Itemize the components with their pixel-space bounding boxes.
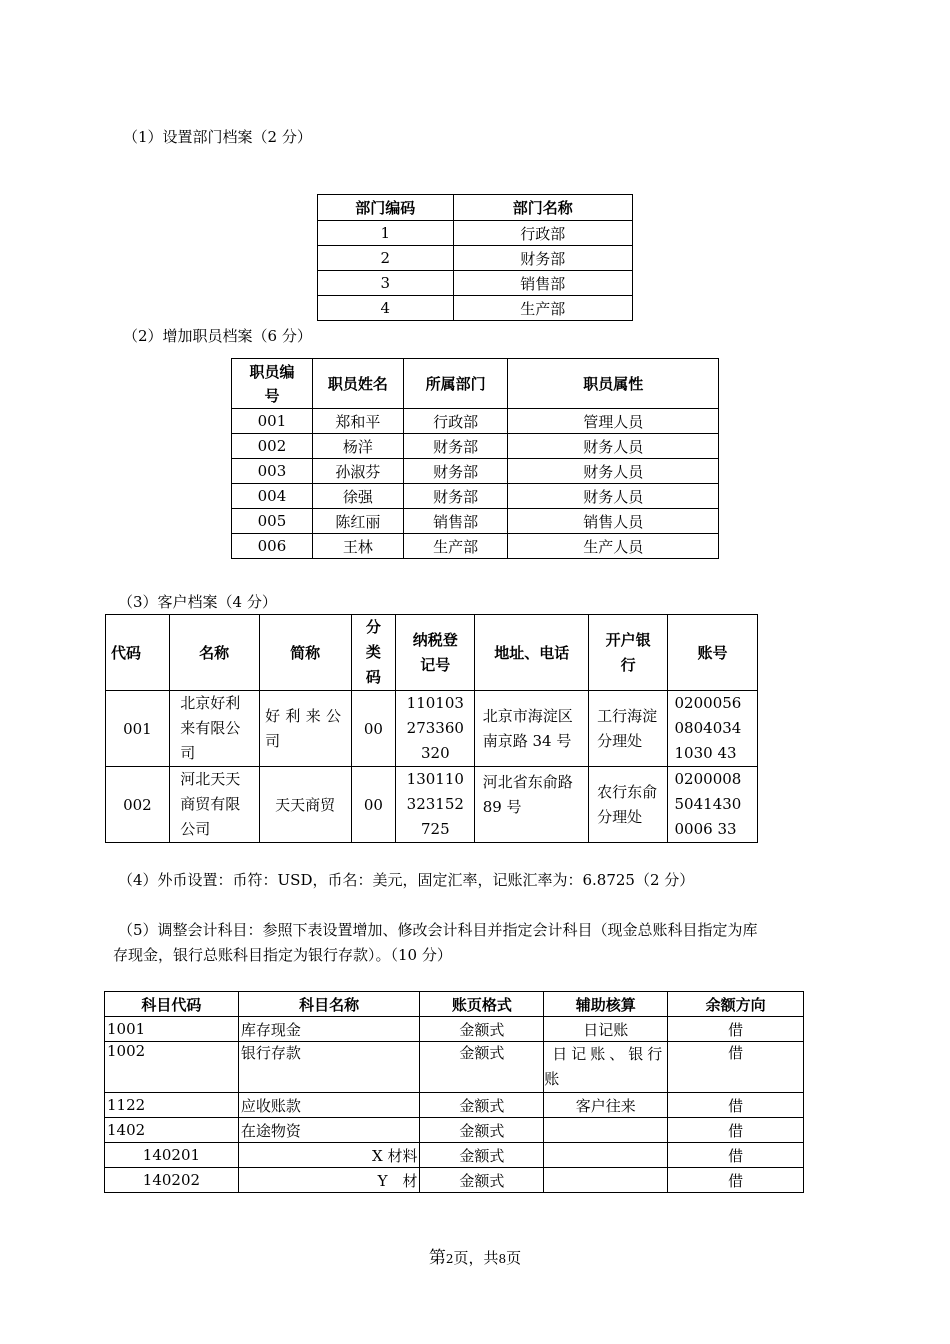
dept-header-name: 部门名称 bbox=[453, 195, 632, 221]
staff-cell: 财务人员 bbox=[508, 484, 719, 509]
account-cell: 140201 bbox=[105, 1143, 239, 1168]
staff-cell: 003 bbox=[232, 459, 313, 484]
account-cell: 金额式 bbox=[420, 1042, 544, 1093]
account-cell: 借 bbox=[668, 1118, 804, 1143]
staff-header-attr: 职员属性 bbox=[508, 359, 719, 409]
dept-cell: 行政部 bbox=[453, 221, 632, 246]
staff-table bbox=[231, 358, 719, 559]
dept-cell: 生产部 bbox=[453, 296, 632, 321]
customer-cell: 130110323152725 bbox=[396, 767, 475, 843]
account-cell: 1002 bbox=[105, 1042, 239, 1093]
footer-prefix: 第 bbox=[428, 1248, 446, 1268]
account-cell: X 材料 bbox=[238, 1143, 420, 1168]
customer-cell: 好利来公司 bbox=[259, 691, 351, 767]
dept-table bbox=[317, 194, 633, 321]
account-cell: 金额式 bbox=[420, 1168, 544, 1193]
account-cell bbox=[544, 1118, 668, 1143]
dept-cell: 1 bbox=[318, 221, 454, 246]
account-cell bbox=[544, 1168, 668, 1193]
customer-header-bank: 开户银行 bbox=[589, 615, 668, 691]
staff-cell: 郑和平 bbox=[312, 409, 403, 434]
account-cell: 借 bbox=[668, 1168, 804, 1193]
staff-cell: 004 bbox=[232, 484, 313, 509]
account-cell: 应收账款 bbox=[238, 1093, 420, 1118]
section-5-text-line1: （5）调整会计科目：参照下表设置增加、修改会计科目并指定会计科目（现金总账科目指定为库 bbox=[118, 921, 758, 939]
customer-header-account: 账号 bbox=[668, 615, 758, 691]
account-cell: 在途物资 bbox=[238, 1118, 420, 1143]
account-cell: 金额式 bbox=[420, 1093, 544, 1118]
customer-cell: 工行海淀分理处 bbox=[589, 691, 668, 767]
account-header-direction: 余额方向 bbox=[668, 992, 804, 1017]
staff-cell: 生产人员 bbox=[508, 534, 719, 559]
customer-header-address: 地址、电话 bbox=[475, 615, 589, 691]
staff-cell: 生产部 bbox=[403, 534, 508, 559]
staff-cell: 行政部 bbox=[403, 409, 508, 434]
customer-header-class: 分类码 bbox=[351, 615, 396, 691]
dept-cell: 4 bbox=[318, 296, 454, 321]
account-header-name: 科目名称 bbox=[238, 992, 420, 1017]
section-3-title: （3）客户档案（4 分） bbox=[118, 593, 277, 611]
account-table bbox=[104, 991, 804, 1193]
staff-cell: 财务部 bbox=[403, 484, 508, 509]
customer-cell: 北京好利来有限公司 bbox=[169, 691, 259, 767]
staff-cell: 销售部 bbox=[403, 509, 508, 534]
customer-cell: 020000850414300006 33 bbox=[668, 767, 758, 843]
staff-cell: 财务人员 bbox=[508, 459, 719, 484]
staff-header-id: 职员编号 bbox=[232, 359, 313, 409]
footer-page: 2 bbox=[445, 1252, 454, 1266]
customer-header-short: 简称 bbox=[259, 615, 351, 691]
staff-cell: 财务人员 bbox=[508, 434, 719, 459]
staff-cell: 005 bbox=[232, 509, 313, 534]
footer-total: 8 bbox=[498, 1252, 507, 1266]
account-cell: 库存现金 bbox=[238, 1017, 420, 1042]
customer-cell: 020005608040341030 43 bbox=[668, 691, 758, 767]
customer-cell: 农行东俞分理处 bbox=[589, 767, 668, 843]
customer-cell: 河北天天商贸有限公司 bbox=[169, 767, 259, 843]
footer-mid: 页，共 bbox=[453, 1249, 499, 1267]
customer-cell: 002 bbox=[106, 767, 170, 843]
account-header-code: 科目代码 bbox=[105, 992, 239, 1017]
staff-cell: 002 bbox=[232, 434, 313, 459]
dept-cell: 2 bbox=[318, 246, 454, 271]
account-cell: 金额式 bbox=[420, 1118, 544, 1143]
customer-cell: 00 bbox=[351, 767, 396, 843]
account-cell bbox=[544, 1143, 668, 1168]
staff-cell: 孙淑芬 bbox=[312, 459, 403, 484]
customer-cell: 001 bbox=[106, 691, 170, 767]
customer-cell: 00 bbox=[351, 691, 396, 767]
customer-header-name: 名称 bbox=[169, 615, 259, 691]
dept-cell: 3 bbox=[318, 271, 454, 296]
staff-cell: 徐强 bbox=[312, 484, 403, 509]
section-4-text: （4）外币设置：币符：USD，币名：美元，固定汇率，记账汇率为：6.8725（2 分） bbox=[118, 871, 695, 889]
account-header-format: 账页格式 bbox=[420, 992, 544, 1017]
staff-cell: 王林 bbox=[312, 534, 403, 559]
account-header-aux: 辅助核算 bbox=[544, 992, 668, 1017]
account-cell: 借 bbox=[668, 1042, 804, 1093]
account-cell: 日记账、银行账 bbox=[544, 1042, 668, 1093]
account-cell: 140202 bbox=[105, 1168, 239, 1193]
staff-cell: 财务部 bbox=[403, 434, 508, 459]
account-cell: 借 bbox=[668, 1143, 804, 1168]
account-cell: 日记账 bbox=[544, 1017, 668, 1042]
page-footer bbox=[0, 1243, 950, 1268]
staff-cell: 006 bbox=[232, 534, 313, 559]
account-cell: 金额式 bbox=[420, 1143, 544, 1168]
account-cell: 金额式 bbox=[420, 1017, 544, 1042]
account-cell: 银行存款 bbox=[238, 1042, 420, 1093]
account-cell: 借 bbox=[668, 1093, 804, 1118]
customer-cell: 天天商贸 bbox=[259, 767, 351, 843]
staff-cell: 管理人员 bbox=[508, 409, 719, 434]
staff-header-dept: 所属部门 bbox=[403, 359, 508, 409]
footer-suffix: 页 bbox=[506, 1249, 522, 1267]
customer-header-tax: 纳税登记号 bbox=[396, 615, 475, 691]
account-cell: Y 材 bbox=[238, 1168, 420, 1193]
staff-cell: 销售人员 bbox=[508, 509, 719, 534]
account-cell: 1001 bbox=[105, 1017, 239, 1042]
staff-cell: 杨洋 bbox=[312, 434, 403, 459]
customer-cell: 110103273360320 bbox=[396, 691, 475, 767]
dept-cell: 财务部 bbox=[453, 246, 632, 271]
staff-cell: 陈红丽 bbox=[312, 509, 403, 534]
section-1-title: （1）设置部门档案（2 分） bbox=[123, 128, 312, 146]
account-cell: 1122 bbox=[105, 1093, 239, 1118]
staff-header-name: 职员姓名 bbox=[312, 359, 403, 409]
section-5-text-line2: 存现金，银行总账科目指定为银行存款）。（10 分） bbox=[113, 946, 452, 964]
customer-cell: 河北省东俞路 89 号 bbox=[475, 767, 589, 843]
customer-header-code: 代码 bbox=[106, 615, 170, 691]
staff-cell: 001 bbox=[232, 409, 313, 434]
account-cell: 1402 bbox=[105, 1118, 239, 1143]
account-cell: 客户往来 bbox=[544, 1093, 668, 1118]
customer-table bbox=[105, 614, 758, 843]
dept-cell: 销售部 bbox=[453, 271, 632, 296]
account-cell: 借 bbox=[668, 1017, 804, 1042]
section-2-title: （2）增加职员档案（6 分） bbox=[123, 327, 312, 345]
dept-header-code: 部门编码 bbox=[318, 195, 454, 221]
customer-cell: 北京市海淀区南京路 34 号 bbox=[475, 691, 589, 767]
staff-cell: 财务部 bbox=[403, 459, 508, 484]
